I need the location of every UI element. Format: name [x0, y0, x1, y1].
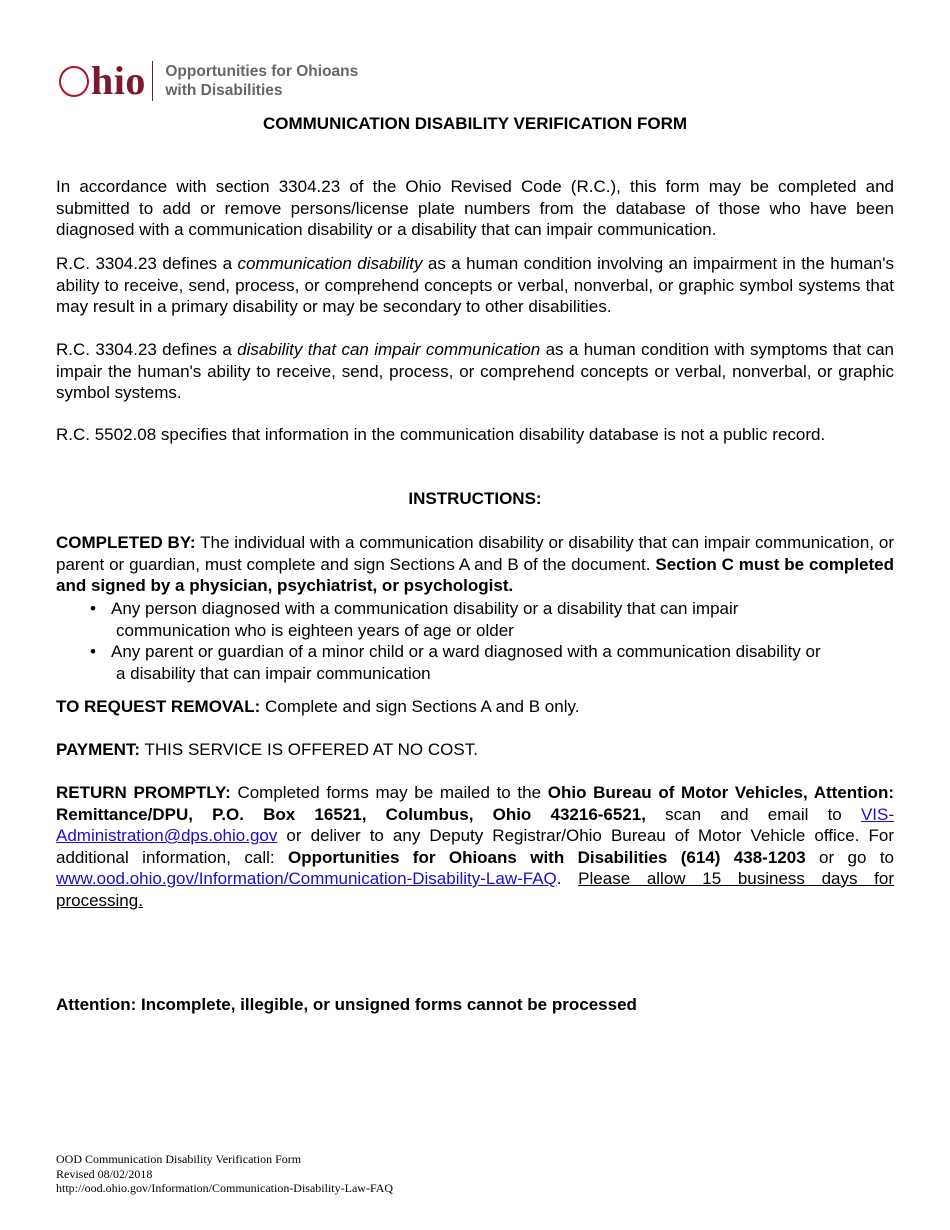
intro-paragraph-2	[56, 253, 894, 318]
processing-time-note: Please allow 15 business days for processing.	[56, 869, 894, 910]
page-footer	[56, 1152, 393, 1196]
return-text-3: or deliver to any Deputy Registrar/Ohio Bureau of Motor Vehicle office. For additional information, call:	[56, 826, 894, 867]
removal-label: TO REQUEST REMOVAL:	[56, 697, 261, 716]
bullet-icon: •	[90, 642, 96, 661]
ohio-o-circle-icon	[59, 66, 89, 97]
contact-phone: Opportunities for Ohioans with Disabilities (614) 438-1203	[287, 847, 806, 867]
email-link[interactable]: VIS-Administration@dps.ohio.gov	[56, 804, 894, 845]
footer-url: http://ood.ohio.gov/Information/Communication-Disability-Law-FAQ	[56, 1181, 394, 1195]
faq-url-link[interactable]: www.ood.ohio.gov/Information/Communication-Disability-Law-FAQ	[56, 869, 557, 888]
payment-paragraph	[56, 739, 894, 761]
bullet-2-line-1: Any parent or guardian of a minor child or a ward diagnosed with a communication disability or	[111, 642, 821, 661]
footer-revision-date: Revised 08/02/2018	[56, 1166, 153, 1181]
mailing-address: Ohio Bureau of Motor Vehicles, Attention: Remittance/DPU, P.O. Box 16521, Columbus, Ohio 43216-6521,	[56, 783, 894, 824]
return-text-2: scan and email to	[645, 804, 861, 824]
p2-term: communication disability	[237, 254, 423, 273]
footer-form-name: OOD Communication Disability Verification Form	[56, 1152, 302, 1166]
return-text-1: Completed forms may be mailed to the	[230, 783, 548, 802]
logo-divider	[152, 61, 154, 101]
bullet-2-line-2: a disability that can impair communication	[116, 663, 431, 683]
intro-paragraph-4: R.C. 5502.08 specifies that information in the communication disability database is not a public record.	[56, 425, 826, 444]
payment-text: THIS SERVICE IS OFFERED AT NO COST.	[140, 740, 478, 759]
logo-subtitle-line1: Opportunities for Ohioans	[165, 63, 359, 80]
p2-text-before: R.C. 3304.23 defines a	[56, 254, 238, 273]
completed-by-paragraph	[56, 532, 894, 597]
form-title: COMMUNICATION DISABILITY VERIFICATION FORM	[262, 114, 688, 133]
bullet-item-1	[90, 598, 894, 641]
removal-text: Complete and sign Sections A and B only.	[260, 697, 580, 716]
p2-text-after: as a human condition involving an impairment in the human's ability to receive, send, process, or comprehend concepts or verbal, nonverbal, or graphic symbol systems that may result in a primary disability or may be secondary to other disabilities.	[56, 254, 894, 316]
bullet-1-line-1: Any person diagnosed with a communication disability or a disability that can impair	[111, 599, 739, 618]
bullet-icon: •	[90, 599, 96, 618]
payment-label: PAYMENT:	[56, 740, 141, 759]
completed-by-label: COMPLETED BY:	[56, 533, 196, 552]
p3-text-after: as a human condition with symptoms that can impair the human's ability to receive, send, process, or comprehend concepts or verbal, nonverbal, or graphic symbol systems.	[56, 340, 894, 402]
ood-logo	[59, 60, 358, 102]
logo-subtitle-line2: with Disabilities	[165, 82, 283, 99]
removal-paragraph	[56, 696, 894, 718]
p3-term: disability that can impair communication	[237, 340, 541, 359]
return-text-5: .	[556, 869, 579, 888]
instructions-heading: INSTRUCTIONS:	[408, 489, 542, 508]
completed-by-text: The individual with a communication disability or disability that can impair communication, or parent or guardian, must complete and sign Sections A and B of the document.	[56, 533, 894, 574]
ohio-wordmark	[59, 58, 146, 103]
intro-paragraph-1: In accordance with section 3304.23 of the Ohio Revised Code (R.C.), this form may be completed and submitted to add or remove persons/license plate numbers from the database of those who have been diagnosed with a communication disability or a disability that can impair communication.	[56, 177, 894, 239]
section-c-requirement: Section C must be completed and signed by a physician, psychiatrist, or psychologist.	[56, 554, 894, 595]
return-text-4: or go to	[805, 847, 894, 867]
intro-paragraph-3	[56, 339, 894, 404]
bullet-1-line-2: communication who is eighteen years of age or older	[116, 620, 514, 640]
logo-subtitle	[165, 62, 358, 100]
return-paragraph	[56, 782, 894, 911]
return-label: RETURN PROMPTLY:	[56, 783, 231, 802]
bullet-item-2	[90, 641, 894, 684]
ohio-wordmark-text: hio	[91, 58, 146, 103]
p3-text-before: R.C. 3304.23 defines a	[56, 340, 238, 359]
attention-notice: Attention: Incomplete, illegible, or unsigned forms cannot be processed	[56, 995, 637, 1014]
